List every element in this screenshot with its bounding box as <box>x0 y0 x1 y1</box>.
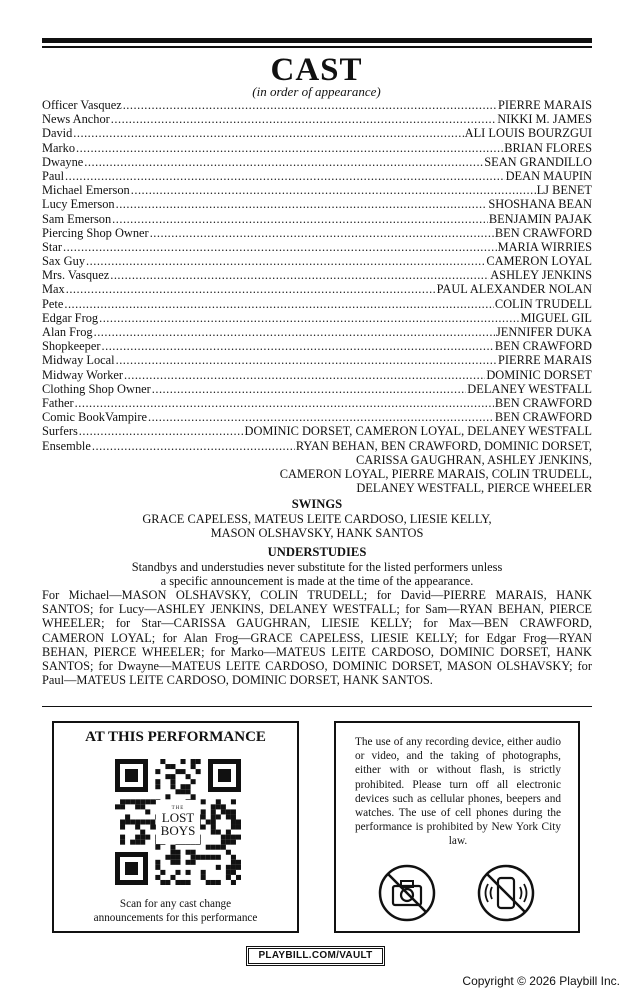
qr-module <box>221 809 226 814</box>
cast-role: Alan Frog <box>42 325 93 339</box>
qr-module <box>211 845 216 850</box>
qr-module <box>226 835 231 840</box>
swings-line: MASON OLSHAVSKY, HANK SANTOS <box>210 525 424 540</box>
cast-actor: PIERRE MARAIS <box>498 98 592 112</box>
cast-role: Edgar Frog <box>42 310 99 325</box>
qr-module <box>181 880 186 885</box>
qr-module <box>155 860 160 865</box>
cast-row <box>42 141 592 155</box>
dot-leader <box>75 396 494 410</box>
dot-leader <box>84 155 483 169</box>
ensemble-continuation-line: DELANEY WESTFALL, PIERCE WHEELER <box>356 481 592 496</box>
understudies-note-line: a specific announcement is made at the time of the appearance. <box>160 573 474 588</box>
qr-module <box>201 855 206 860</box>
cast-row <box>42 353 592 367</box>
cast-row <box>42 268 592 282</box>
qr-module <box>231 799 236 804</box>
qr-module <box>125 814 130 819</box>
cast-actor: BEN CRAWFORD <box>494 339 592 354</box>
qr-module <box>211 880 216 885</box>
qr-module <box>130 799 135 804</box>
qr-module <box>165 880 170 885</box>
qr-module <box>170 855 175 860</box>
qr-module <box>201 875 206 880</box>
qr-module <box>140 830 145 835</box>
dot-leader <box>102 339 494 353</box>
qr-module <box>226 840 231 845</box>
qr-module <box>186 774 191 779</box>
qr-logo-line: THE <box>171 806 185 811</box>
qr-module <box>120 840 125 845</box>
qr-module <box>140 799 145 804</box>
qr-module <box>216 845 221 850</box>
qr-module <box>186 860 191 865</box>
dot-leader <box>64 297 493 311</box>
understudies-body: For Michael—MASON OLSHAVSKY, COLIN TRUDELL; for David—PIERRE MARAIS, HANK SANTOS; for Lucy—ASHLEY JENKINS, DELANEY WESTFALL; for Sam—RYAN BEHAN, PIERCE WHEELER; for Star—CARISSA GAUGHRAN, LIESIE KELLY; for Max—BEN CRAWFORD, CAMERON LOYAL; for Alan Frog—GRACE CAPELESS, LIESIE KELLY; for Edgar Frog—RYAN BEHAN, PIERCE WHEELER; for Marko—MATEUS LEITE CARDOSO, DOMINIC DORSET, HANK SANTOS; for Dwayne—MATEUS LEITE CARDOSO, DOMINIC DORSET, MASON OLSHAVSKY; for Paul—MATEUS LEITE CARDOSO, DOMINIC DORSET, HANK SANTOS. <box>42 587 592 688</box>
cast-actor: SHOSHANA BEAN <box>488 197 592 212</box>
cast-role: Piercing Shop Owner <box>42 225 149 240</box>
understudies-section <box>42 545 592 687</box>
dot-leader <box>63 240 497 254</box>
qr-module <box>196 759 201 764</box>
qr-module <box>231 855 236 860</box>
qr-module <box>216 804 221 809</box>
notice-box <box>334 721 580 933</box>
section-divider <box>42 706 592 707</box>
qr-module <box>135 825 140 830</box>
qr-module <box>231 840 236 845</box>
qr-module <box>160 870 165 875</box>
qr-module <box>165 764 170 769</box>
cast-row <box>42 396 592 410</box>
qr-caption-line: Scan for any cast change <box>119 898 232 910</box>
cast-row <box>42 212 592 226</box>
qr-module <box>181 759 186 764</box>
qr-module <box>140 840 145 845</box>
cast-actor: COLIN TRUDELL <box>494 296 592 311</box>
cast-actor: ASHLEY JENKINS <box>490 268 592 283</box>
cast-actor: BENJAMIN PAJAK <box>488 211 592 226</box>
cast-row <box>42 439 592 453</box>
cast-actor: JENNIFER DUKA <box>495 325 592 339</box>
cast-row <box>42 282 592 296</box>
qr-module <box>175 769 180 774</box>
cast-role: Sax Guy <box>42 254 86 269</box>
cast-role: Ensemble <box>42 438 91 453</box>
qr-module <box>206 855 211 860</box>
qr-module <box>236 865 241 870</box>
qr-module <box>155 779 160 784</box>
performance-box <box>52 721 299 933</box>
dot-leader <box>94 325 495 339</box>
dot-leader <box>116 353 497 367</box>
qr-module <box>160 880 165 885</box>
qr-module <box>226 875 231 880</box>
qr-module <box>201 870 206 875</box>
cast-row <box>42 368 592 382</box>
dot-leader <box>123 98 497 112</box>
cast-actor: RYAN BEHAN, BEN CRAWFORD, DOMINIC DORSET, <box>295 438 592 453</box>
qr-module <box>236 860 241 865</box>
qr-module <box>145 809 150 814</box>
qr-module <box>175 855 180 860</box>
cast-row <box>42 410 592 424</box>
qr-module <box>165 774 170 779</box>
dot-leader <box>65 169 505 183</box>
cast-role: Marko <box>42 140 76 155</box>
dot-leader <box>124 368 485 382</box>
top-rule-thick <box>42 38 592 43</box>
qr-module <box>231 870 236 875</box>
cast-row <box>42 155 592 169</box>
dot-leader <box>148 410 494 424</box>
cast-actor: CAMERON LOYAL <box>486 254 592 269</box>
qr-module <box>221 845 226 850</box>
qr-module <box>211 804 216 809</box>
cast-actor: ALI LOUIS BOURZGUI <box>464 126 592 141</box>
qr-module <box>206 880 211 885</box>
qr-module <box>191 850 196 855</box>
qr-module <box>140 819 145 824</box>
cast-role: Comic BookVampire <box>42 410 147 425</box>
qr-module <box>231 809 236 814</box>
lost-boys-logo <box>161 806 196 838</box>
qr-module <box>216 880 221 885</box>
dot-leader <box>116 197 488 211</box>
swings-section <box>42 497 592 540</box>
qr-module <box>186 880 191 885</box>
qr-module <box>196 855 201 860</box>
qr-module <box>206 819 211 824</box>
dot-leader <box>152 382 467 396</box>
qr-module <box>145 819 150 824</box>
understudies-heading: UNDERSTUDIES <box>267 545 367 559</box>
dot-leader <box>111 112 497 126</box>
cast-row <box>42 226 592 240</box>
qr-module <box>150 799 155 804</box>
qr-module <box>236 875 241 880</box>
qr-module <box>175 880 180 885</box>
qr-module <box>155 865 160 870</box>
qr-module <box>181 784 186 789</box>
qr-module <box>150 825 155 830</box>
qr-module <box>191 855 196 860</box>
qr-module <box>216 814 221 819</box>
cast-row <box>42 183 592 197</box>
cast-role: Michael Emerson <box>42 183 130 198</box>
dot-leader <box>92 439 295 453</box>
qr-module <box>226 865 231 870</box>
qr-module <box>226 870 231 875</box>
qr-module <box>201 814 206 819</box>
qr-module <box>211 814 216 819</box>
qr-module <box>155 784 160 789</box>
cast-actor: BEN CRAWFORD <box>494 410 592 425</box>
cast-role: Sam Emerson <box>42 211 112 226</box>
qr-module <box>231 860 236 865</box>
dot-leader <box>112 212 488 226</box>
cast-role: News Anchor <box>42 112 110 127</box>
dot-leader <box>86 254 485 268</box>
qr-module <box>231 880 236 885</box>
qr-module <box>216 865 221 870</box>
qr-module <box>181 789 186 794</box>
cast-row <box>42 325 592 339</box>
cast-row <box>42 424 592 438</box>
dot-leader <box>73 126 463 140</box>
qr-module <box>186 870 191 875</box>
qr-module <box>201 825 206 830</box>
qr-module <box>191 779 196 784</box>
cast-actor: BRIAN FLORES <box>504 140 592 155</box>
qr-module <box>226 850 231 855</box>
top-rule-thin <box>42 46 592 48</box>
cast-role: David <box>42 126 73 141</box>
qr-module <box>125 799 130 804</box>
dot-leader <box>66 282 436 296</box>
qr-code[interactable] <box>115 759 241 885</box>
page-subtitle: (in order of appearance) <box>252 84 381 99</box>
qr-module <box>155 875 160 880</box>
qr-module <box>165 855 170 860</box>
qr-module <box>206 845 211 850</box>
cast-actor: BEN CRAWFORD <box>494 395 592 410</box>
qr-module <box>115 804 120 809</box>
dot-leader <box>150 226 494 240</box>
qr-module <box>145 835 150 840</box>
qr-module <box>160 759 165 764</box>
qr-module <box>226 814 231 819</box>
playbill-vault-link[interactable]: PLAYBILL.COM/VAULT <box>248 948 383 964</box>
cast-role: Paul <box>42 168 65 183</box>
qr-module <box>165 794 170 799</box>
qr-module <box>130 840 135 845</box>
qr-logo-line: BOYS <box>160 823 196 838</box>
qr-module <box>216 855 221 860</box>
qr-module <box>196 769 201 774</box>
dot-leader <box>99 311 519 325</box>
qr-module <box>170 774 175 779</box>
cast-row <box>42 254 592 268</box>
qr-module <box>135 799 140 804</box>
qr-module <box>155 769 160 774</box>
qr-module <box>130 819 135 824</box>
cast-actor: PAUL ALEXANDER NOLAN <box>436 282 592 297</box>
qr-module <box>231 814 236 819</box>
qr-module <box>231 865 236 870</box>
no-phone-icon <box>476 863 536 923</box>
page-title: CAST <box>270 52 363 88</box>
qr-module <box>135 819 140 824</box>
cast-row <box>42 339 592 353</box>
cast-actor: MIGUEL GIL <box>520 310 592 325</box>
qr-caption <box>54 897 297 925</box>
qr-module <box>175 850 180 855</box>
qr-module <box>216 799 221 804</box>
cast-row <box>42 297 592 311</box>
qr-module <box>140 835 145 840</box>
qr-module <box>226 830 231 835</box>
cast-row <box>42 126 592 140</box>
qr-module <box>186 789 191 794</box>
qr-module <box>216 830 221 835</box>
cast-row <box>42 382 592 396</box>
cast-role: Max <box>42 282 65 297</box>
swings-line: GRACE CAPELESS, MATEUS LEITE CARDOSO, LIESIE KELLY, <box>142 511 492 526</box>
qr-module <box>170 850 175 855</box>
qr-module <box>175 789 180 794</box>
qr-module <box>170 860 175 865</box>
qr-module <box>191 794 196 799</box>
cast-actor: MARIA WIRRIES <box>497 239 592 254</box>
cast-actor: SEAN GRANDILLO <box>484 154 592 169</box>
qr-module <box>120 835 125 840</box>
qr-module <box>226 809 231 814</box>
qr-module <box>236 819 241 824</box>
qr-module <box>231 825 236 830</box>
qr-module <box>170 784 175 789</box>
qr-module <box>135 804 140 809</box>
qr-module <box>150 819 155 824</box>
cast-role: Surfers <box>42 424 78 439</box>
cast-actor: DOMINIC DORSET, CAMERON LOYAL, DELANEY WESTFALL <box>244 424 592 439</box>
qr-module <box>231 819 236 824</box>
recording-notice: The use of any recording device, either audio or video, and the taking of photographs, either with or without flash, is strictly prohibited. Please turn off all electronic devices such as cellular phones, beepers and watches. The use of cell phones during the performance is prohibited by New York City law. <box>355 736 561 848</box>
qr-module <box>170 764 175 769</box>
dot-leader <box>110 268 489 282</box>
qr-module <box>170 875 175 880</box>
cast-role: Officer Vasquez <box>42 98 122 112</box>
qr-module <box>140 804 145 809</box>
cast-role: Lucy Emerson <box>42 197 115 212</box>
cast-row <box>42 197 592 211</box>
qr-module <box>125 819 130 824</box>
qr-module <box>191 860 196 865</box>
cast-list <box>42 98 592 495</box>
cast-actor: NIKKI M. JAMES <box>497 112 592 127</box>
cast-row <box>42 240 592 254</box>
qr-module <box>186 850 191 855</box>
qr-module <box>211 830 216 835</box>
qr-module <box>145 799 150 804</box>
cast-row <box>42 98 592 112</box>
no-camera-icon <box>377 863 437 923</box>
qr-module <box>191 759 196 764</box>
cast-role: Pete <box>42 296 64 311</box>
qr-module <box>221 840 226 845</box>
cast-row <box>42 112 592 126</box>
qr-module <box>231 835 236 840</box>
qr-module <box>201 809 206 814</box>
cast-role: Clothing Shop Owner <box>42 381 151 396</box>
qr-module <box>181 769 186 774</box>
cast-role: Father <box>42 395 74 410</box>
qr-module <box>211 819 216 824</box>
qr-module <box>211 809 216 814</box>
qr-module <box>135 840 140 845</box>
qr-module <box>170 779 175 784</box>
cast-actor: BEN CRAWFORD <box>494 225 592 240</box>
ensemble-continuation-line: CARISSA GAUGHRAN, ASHLEY JENKINS, <box>355 452 592 467</box>
copyright-text: Copyright © 2026 Playbill Inc. <box>462 974 620 988</box>
qr-module <box>211 825 216 830</box>
qr-module <box>120 825 125 830</box>
qr-module <box>135 835 140 840</box>
dot-leader <box>79 424 244 438</box>
qr-module <box>211 855 216 860</box>
cast-row <box>42 169 592 183</box>
cast-role: Mrs. Vasquez <box>42 268 110 283</box>
qr-module <box>221 804 226 809</box>
qr-module <box>120 799 125 804</box>
cast-role: Midway Local <box>42 353 115 368</box>
qr-module <box>221 835 226 840</box>
qr-module <box>186 784 191 789</box>
qr-module <box>175 860 180 865</box>
qr-module <box>120 804 125 809</box>
cast-actor: PIERRE MARAIS <box>498 353 592 368</box>
performance-box-title: AT THIS PERFORMANCE <box>85 729 266 745</box>
qr-module <box>191 764 196 769</box>
ensemble-continuation-line: CAMERON LOYAL, PIERRE MARAIS, COLIN TRUDELL, <box>279 466 592 481</box>
swings-heading: SWINGS <box>291 497 343 511</box>
cast-role: Dwayne <box>42 154 84 169</box>
cast-role: Star <box>42 239 62 254</box>
qr-module <box>201 799 206 804</box>
cast-role: Shopkeeper <box>42 339 101 354</box>
cast-actor: DELANEY WESTFALL <box>467 381 592 396</box>
dot-leader <box>131 183 536 197</box>
dot-leader <box>76 141 503 155</box>
qr-logo-line: LOST <box>161 810 195 825</box>
cast-row <box>42 311 592 325</box>
qr-module <box>175 870 180 875</box>
qr-module <box>236 825 241 830</box>
qr-module <box>155 845 160 850</box>
understudies-note-line: Standbys and understudies never substitute for the listed performers unless <box>131 559 503 574</box>
qr-module <box>120 819 125 824</box>
cast-actor: DEAN MAUPIN <box>505 168 592 183</box>
qr-caption-line: announcements for this performance <box>93 912 258 924</box>
cast-role: Midway Worker <box>42 367 124 382</box>
qr-module <box>236 835 241 840</box>
cast-actor: LJ BENET <box>536 183 592 198</box>
qr-module <box>170 845 175 850</box>
cast-actor: DOMINIC DORSET <box>486 367 592 382</box>
